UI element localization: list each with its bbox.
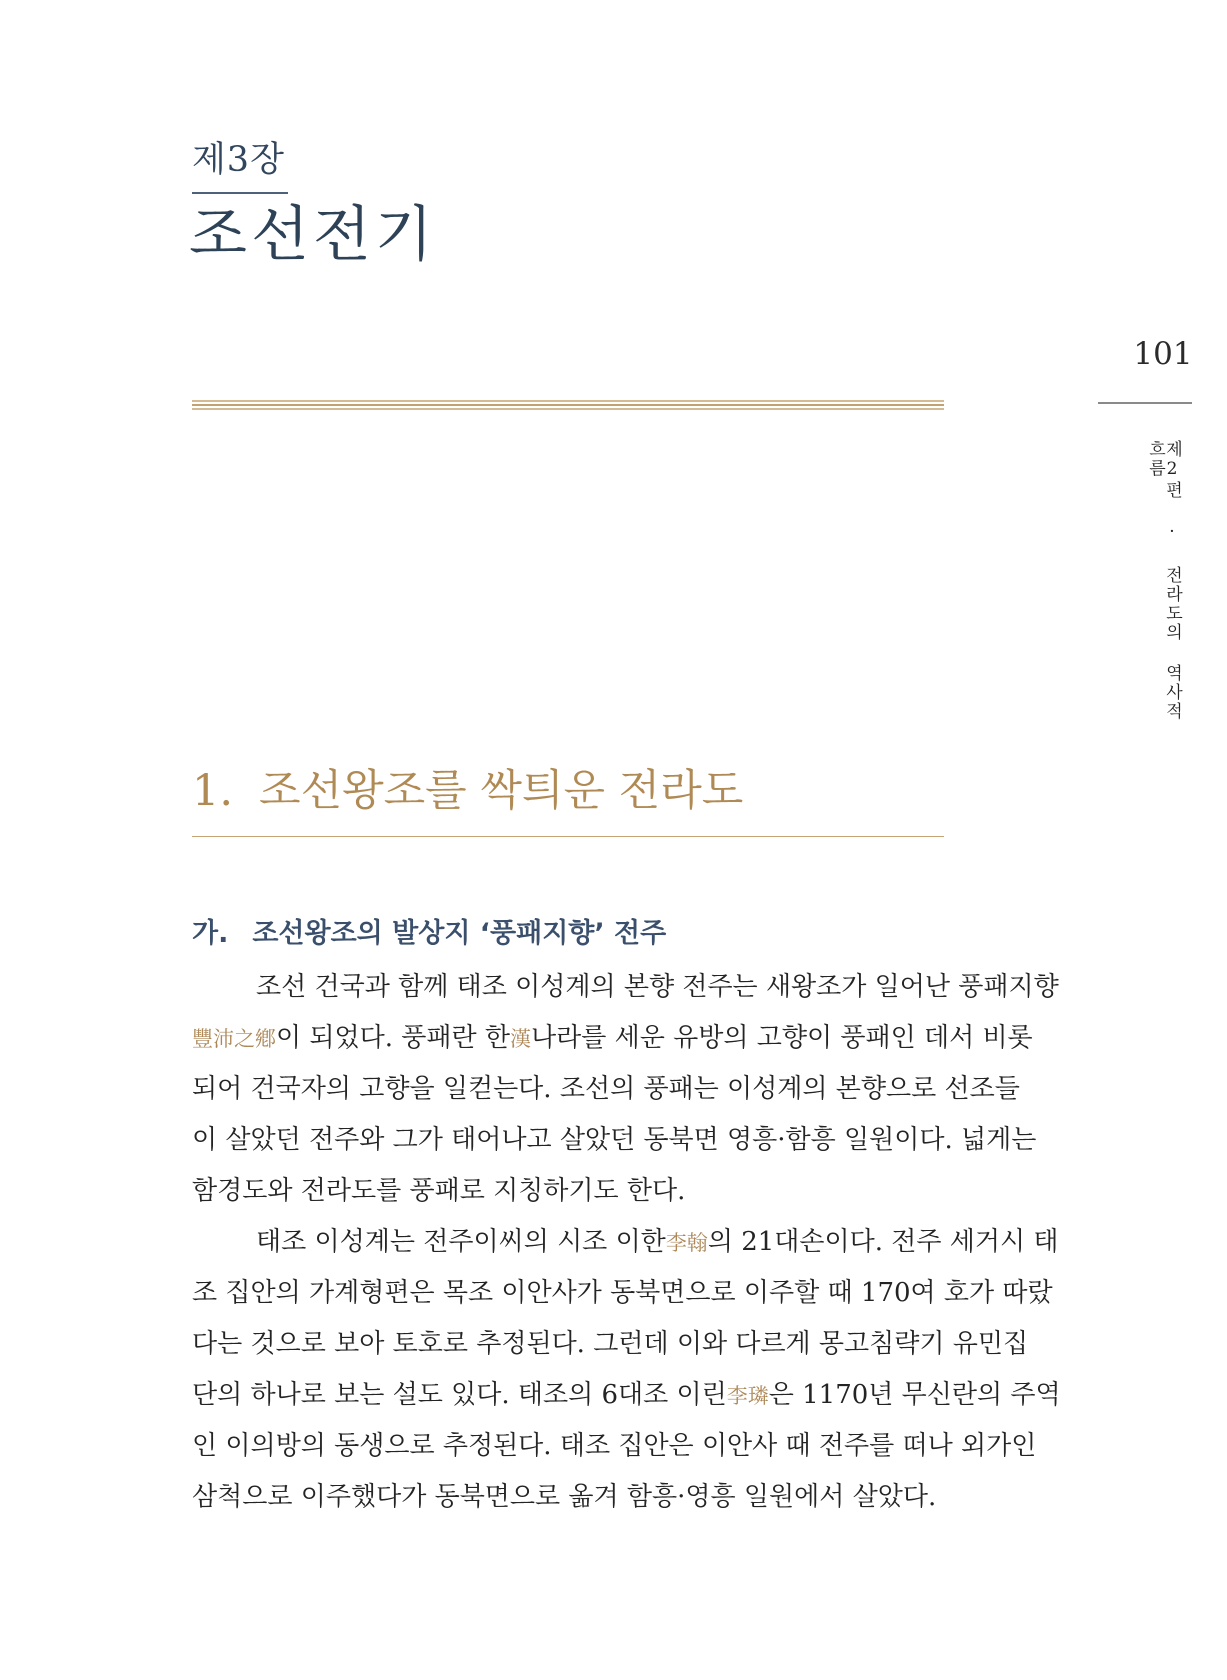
page-number-rule	[1098, 402, 1192, 404]
body-line-text: 이 살았던 전주와 그가 태어나고 살았던 동북면 영흥·함흥 일원이다. 넓게는	[192, 1125, 1037, 1155]
body-line	[192, 1013, 1033, 1064]
body-line	[192, 1166, 944, 1217]
body-text	[192, 962, 1061, 1523]
body-line	[192, 1472, 944, 1523]
body-line-text: 되어 건국자의 고향을 일컫는다. 조선의 풍패는 이성계의 본향으로 선조들	[192, 1074, 1020, 1104]
body-line-text: 인 이의방의 동생으로 추정된다. 태조 집안은 이안사 때 전주를 떠나 외가인	[192, 1431, 1037, 1461]
body-line	[192, 1064, 1020, 1115]
body-line	[192, 1370, 1061, 1421]
chapter-label: 제3장	[192, 140, 285, 180]
hanja-annotation: 李翰	[665, 1231, 708, 1255]
chapter-label-underline	[192, 192, 288, 194]
hanja-annotation: 李璘	[726, 1384, 769, 1408]
side-tab-label: 제2편 · 전라도의 역사적 흐름	[1145, 440, 1182, 721]
body-line	[192, 1217, 1059, 1268]
subsection-number: 가.	[192, 918, 229, 949]
section-title: 조선왕조를 싹틔운 전라도	[259, 766, 744, 816]
section-underline	[192, 836, 944, 837]
body-line-text: 이 되었다. 풍패란 한	[276, 1023, 510, 1053]
body-line-text: 의 21대손이다. 전주 세거시 태	[707, 1227, 1059, 1257]
body-line-text: 삼척으로 이주했다가 동북면으로 옮겨 함흥·영흥 일원에서 살았다.	[192, 1482, 937, 1512]
header-divider-rule	[192, 400, 944, 410]
body-line-text: 단의 하나로 보는 설도 있다. 태조의 6대조 이린	[192, 1380, 727, 1410]
hanja-annotation: 漢	[510, 1027, 531, 1051]
subsection-heading	[192, 916, 666, 951]
body-line-text: 조선 건국과 함께 태조 이성계의 본향 전주는 새왕조가 일어난 풍패지향	[256, 972, 1059, 1002]
body-line	[192, 1319, 1029, 1370]
section-heading	[192, 766, 743, 818]
subsection-title: 조선왕조의 발상지 ‘풍패지향’ 전주	[252, 918, 667, 949]
body-line	[192, 1115, 1037, 1166]
hanja-annotation: 豐沛之鄕	[192, 1027, 276, 1051]
body-line-text: 다는 것으로 보아 토호로 추정된다. 그런데 이와 다르게 몽고침략기 유민집	[192, 1329, 1029, 1359]
body-line	[192, 1421, 1037, 1472]
body-line	[192, 962, 1059, 1013]
chapter-title: 조선전기	[189, 200, 437, 270]
body-line-text: 태조 이성계는 전주이씨의 시조 이한	[256, 1227, 666, 1257]
body-line-text: 나라를 세운 유방의 고향이 풍패인 데서 비롯	[531, 1023, 1033, 1053]
body-line-text: 함경도와 전라도를 풍패로 지칭하기도 한다.	[192, 1176, 686, 1206]
page-number: 101	[1133, 336, 1193, 372]
body-line	[192, 1268, 1053, 1319]
body-line-text: 은 1170년 무신란의 주역	[768, 1380, 1061, 1410]
body-line-text: 조 집안의 가계형편은 목조 이안사가 동북면으로 이주할 때 170여 호가 따랐	[192, 1278, 1053, 1308]
section-number: 1.	[192, 766, 234, 816]
